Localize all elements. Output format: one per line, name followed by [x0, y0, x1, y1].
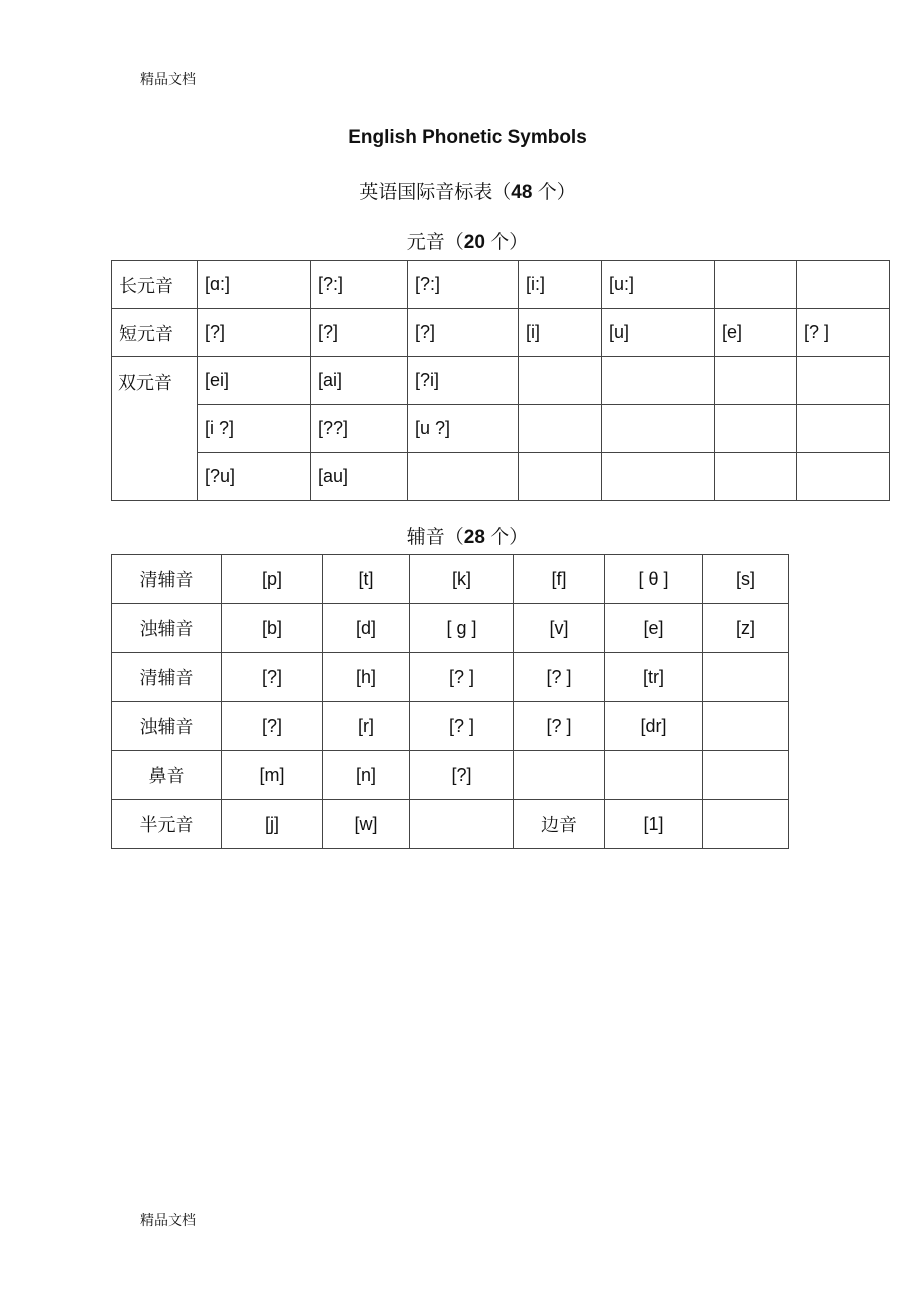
- subtitle-text: 英语国际音标表（: [359, 182, 512, 203]
- table-row: [112, 357, 890, 405]
- table-cell: [410, 800, 514, 849]
- table-cell: [703, 751, 789, 800]
- table-cell: [519, 357, 602, 405]
- table-cell: [u:]: [602, 261, 715, 309]
- subtitle-suffix: 个）: [537, 182, 576, 203]
- table-row: [112, 604, 789, 653]
- table-row: [112, 555, 789, 604]
- table-cell: [? ]: [410, 653, 514, 702]
- table-cell: 边音: [514, 800, 605, 849]
- table-cell: [s]: [703, 555, 789, 604]
- table-cell: [v]: [514, 604, 605, 653]
- table-cell: [i ?]: [198, 405, 311, 453]
- table-cell: [u ?]: [408, 405, 519, 453]
- table-cell: [?u]: [198, 453, 311, 501]
- table-row: [112, 751, 789, 800]
- table-cell: [519, 405, 602, 453]
- row-label: 清辅音: [112, 653, 222, 702]
- table-cell: [h]: [323, 653, 410, 702]
- table-cell: [?:]: [408, 261, 519, 309]
- row-label: 半元音: [112, 800, 222, 849]
- table-cell: [ai]: [311, 357, 408, 405]
- consonants-heading-text: 辅音（: [406, 527, 464, 548]
- table-cell: [?]: [222, 702, 323, 751]
- table-cell: [dr]: [605, 702, 703, 751]
- table-cell: [?]: [198, 309, 311, 357]
- table-cell: [715, 405, 797, 453]
- table-cell: [? ]: [410, 702, 514, 751]
- table-cell: [715, 357, 797, 405]
- table-cell: [? ]: [514, 702, 605, 751]
- table-cell: [605, 751, 703, 800]
- row-label: 双元音: [112, 357, 198, 501]
- table-cell: [ɑ:]: [198, 261, 311, 309]
- table-cell: [1]: [605, 800, 703, 849]
- consonants-heading-count: 28: [463, 527, 485, 548]
- subtitle: [0, 177, 920, 204]
- table-cell: [ θ ]: [605, 555, 703, 604]
- table-cell: [w]: [323, 800, 410, 849]
- row-label: 短元音: [112, 309, 198, 357]
- table-row: [112, 261, 890, 309]
- table-cell: [?i]: [408, 357, 519, 405]
- row-label: 清辅音: [112, 555, 222, 604]
- table-cell: [797, 453, 890, 501]
- table-row: [112, 309, 890, 357]
- table-row: [112, 800, 789, 849]
- page-footer: 精品文档: [140, 1212, 196, 1228]
- table-cell: [f]: [514, 555, 605, 604]
- table-cell: [i]: [519, 309, 602, 357]
- consonants-heading: [0, 522, 920, 549]
- row-label: 浊辅音: [112, 702, 222, 751]
- table-cell: [?]: [222, 653, 323, 702]
- table-cell: [t]: [323, 555, 410, 604]
- vowels-heading-suffix: 个）: [490, 232, 529, 253]
- table-row: [112, 702, 789, 751]
- table-cell: [e]: [715, 309, 797, 357]
- table-cell: [514, 751, 605, 800]
- table-cell: [715, 261, 797, 309]
- row-label: 长元音: [112, 261, 198, 309]
- table-row: [112, 453, 890, 501]
- table-row: [112, 405, 890, 453]
- table-cell: [b]: [222, 604, 323, 653]
- table-cell: [??]: [311, 405, 408, 453]
- table-row: [112, 653, 789, 702]
- table-cell: [ei]: [198, 357, 311, 405]
- row-label: 浊辅音: [112, 604, 222, 653]
- table-cell: [? ]: [514, 653, 605, 702]
- table-cell: [?]: [408, 309, 519, 357]
- table-cell: [602, 405, 715, 453]
- table-cell: [j]: [222, 800, 323, 849]
- table-cell: [u]: [602, 309, 715, 357]
- table-cell: [602, 453, 715, 501]
- table-cell: [p]: [222, 555, 323, 604]
- table-cell: [ g ]: [410, 604, 514, 653]
- vowels-table: [111, 260, 890, 501]
- subtitle-count: 48: [511, 182, 533, 203]
- table-cell: [tr]: [605, 653, 703, 702]
- consonants-heading-suffix: 个）: [490, 527, 529, 548]
- row-label: 鼻音: [112, 751, 222, 800]
- table-cell: [703, 653, 789, 702]
- vowels-heading-text: 元音（: [406, 232, 464, 253]
- table-cell: [z]: [703, 604, 789, 653]
- table-cell: [? ]: [797, 309, 890, 357]
- table-cell: [408, 453, 519, 501]
- consonants-table: [111, 554, 789, 849]
- table-cell: [r]: [323, 702, 410, 751]
- table-cell: [797, 357, 890, 405]
- table-cell: [?]: [311, 309, 408, 357]
- table-cell: [au]: [311, 453, 408, 501]
- table-cell: [?]: [410, 751, 514, 800]
- vowels-heading: [0, 227, 920, 254]
- table-cell: [703, 702, 789, 751]
- table-cell: [602, 357, 715, 405]
- table-cell: [715, 453, 797, 501]
- document-title: English Phonetic Symbols: [348, 127, 587, 148]
- table-cell: [m]: [222, 751, 323, 800]
- table-cell: [i:]: [519, 261, 602, 309]
- page-header: 精品文档: [140, 71, 196, 87]
- table-cell: [e]: [605, 604, 703, 653]
- table-cell: [k]: [410, 555, 514, 604]
- table-cell: [797, 405, 890, 453]
- table-cell: [519, 453, 602, 501]
- table-cell: [n]: [323, 751, 410, 800]
- table-cell: [797, 261, 890, 309]
- table-cell: [?:]: [311, 261, 408, 309]
- table-cell: [703, 800, 789, 849]
- vowels-heading-count: 20: [463, 232, 485, 253]
- table-cell: [d]: [323, 604, 410, 653]
